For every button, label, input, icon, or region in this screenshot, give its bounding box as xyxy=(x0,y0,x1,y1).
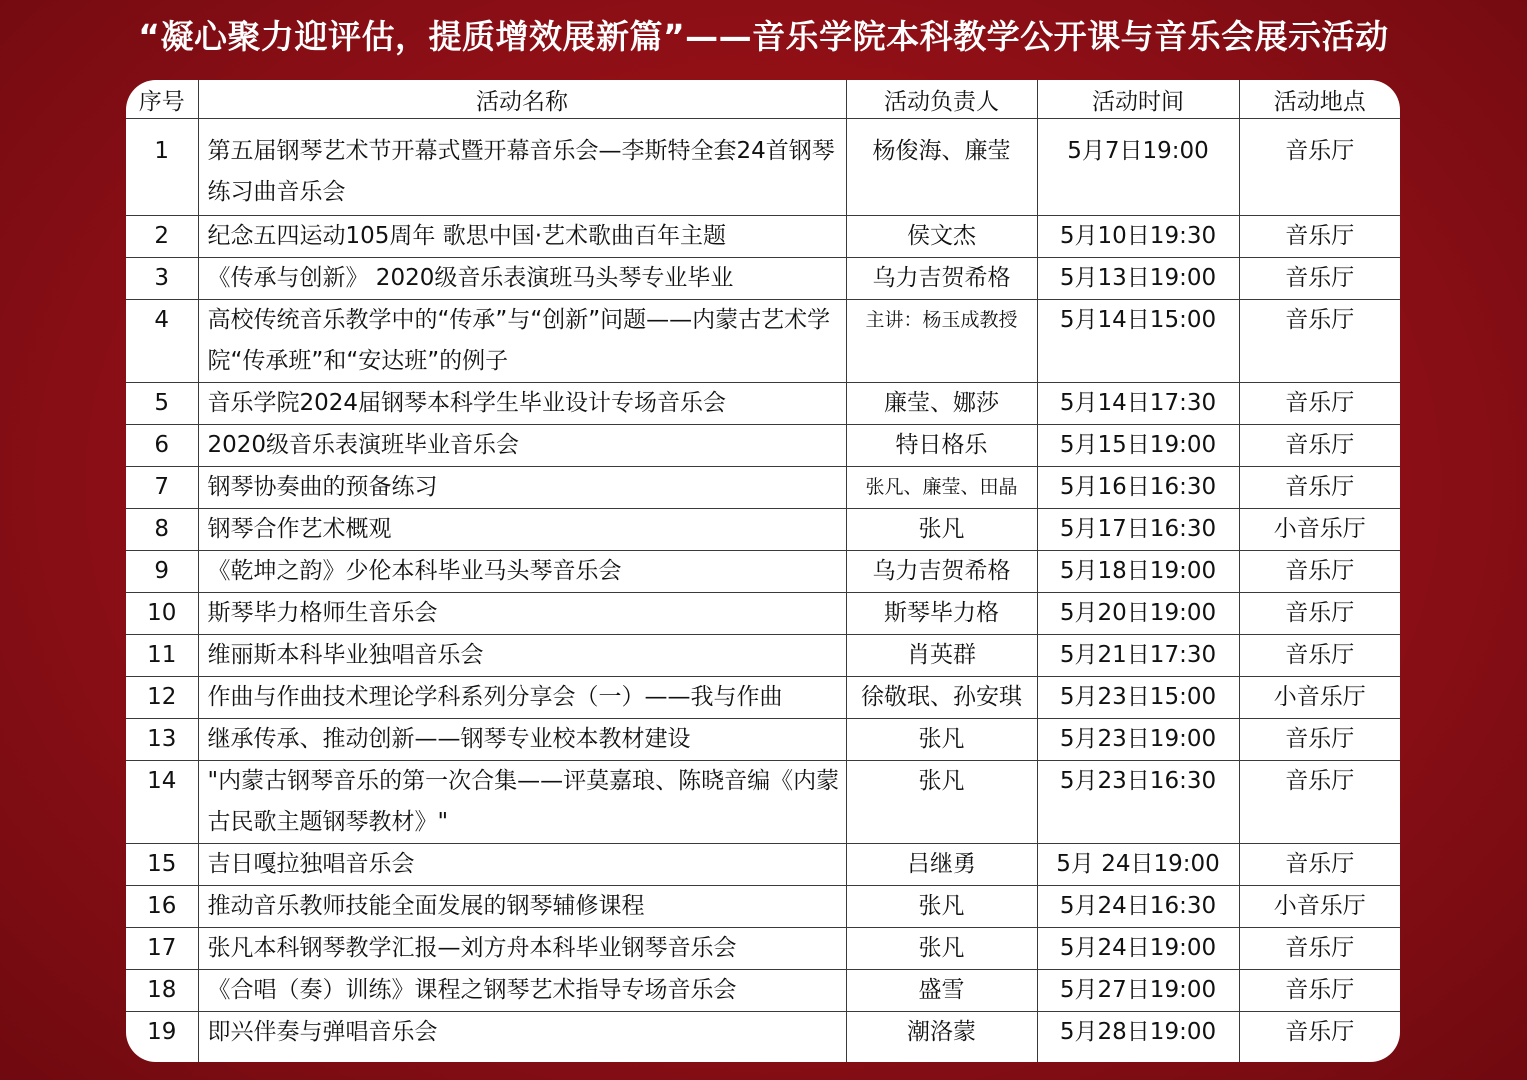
row-no: 9 xyxy=(126,551,198,593)
table-row xyxy=(126,928,1400,970)
row-lead: 潮洛蒙 xyxy=(846,1012,1037,1063)
table-row xyxy=(126,216,1400,258)
row-time: 5月13日19:00 xyxy=(1037,258,1239,300)
row-time: 5月15日19:00 xyxy=(1037,425,1239,467)
table-header-row xyxy=(126,80,1400,119)
row-name: 作曲与作曲技术理论学科系列分享会（一）——我与作曲 xyxy=(198,677,846,719)
row-time: 5月23日19:00 xyxy=(1037,719,1239,761)
row-name: 即兴伴奏与弹唱音乐会 xyxy=(198,1012,846,1063)
table-row xyxy=(126,719,1400,761)
row-name: 钢琴协奏曲的预备练习 xyxy=(198,467,846,509)
row-place: 音乐厅 xyxy=(1239,383,1400,425)
row-name: "内蒙古钢琴音乐的第一次合集——评莫嘉琅、陈晓音编《内蒙古民歌主题钢琴教材》" xyxy=(198,761,846,844)
row-time: 5月24日19:00 xyxy=(1037,928,1239,970)
row-no: 15 xyxy=(126,844,198,886)
table-row xyxy=(126,844,1400,886)
table-row xyxy=(126,509,1400,551)
table-row xyxy=(126,761,1400,844)
row-lead: 张凡 xyxy=(846,928,1037,970)
table-row xyxy=(126,425,1400,467)
row-place: 音乐厅 xyxy=(1239,635,1400,677)
table-row xyxy=(126,593,1400,635)
row-name: 《传承与创新》 2020级音乐表演班马头琴专业毕业 xyxy=(198,258,846,300)
page-title: “凝心聚力迎评估，提质增效展新篇”——音乐学院本科教学公开课与音乐会展示活动 xyxy=(138,17,1389,56)
row-time: 5月7日19:00 xyxy=(1037,119,1239,216)
table-row xyxy=(126,551,1400,593)
row-place: 音乐厅 xyxy=(1239,928,1400,970)
row-place: 音乐厅 xyxy=(1239,467,1400,509)
table-row xyxy=(126,677,1400,719)
row-time: 5月27日19:00 xyxy=(1037,970,1239,1012)
row-name: 2020级音乐表演班毕业音乐会 xyxy=(198,425,846,467)
row-place: 音乐厅 xyxy=(1239,300,1400,383)
row-place: 小音乐厅 xyxy=(1239,677,1400,719)
row-lead: 吕继勇 xyxy=(846,844,1037,886)
row-place: 音乐厅 xyxy=(1239,425,1400,467)
table-row xyxy=(126,383,1400,425)
row-no: 6 xyxy=(126,425,198,467)
row-no: 5 xyxy=(126,383,198,425)
row-no: 14 xyxy=(126,761,198,844)
row-name: 高校传统音乐教学中的“传承”与“创新”问题——内蒙古艺术学院“传承班”和“安达班”的例子 xyxy=(198,300,846,383)
row-place: 音乐厅 xyxy=(1239,119,1400,216)
row-no: 3 xyxy=(126,258,198,300)
row-lead: 杨俊海、廉莹 xyxy=(846,119,1037,216)
row-time: 5月23日16:30 xyxy=(1037,761,1239,844)
row-name: 钢琴合作艺术概观 xyxy=(198,509,846,551)
header-no: 序号 xyxy=(126,80,198,119)
row-time: 5月 24日19:00 xyxy=(1037,844,1239,886)
row-lead: 主讲：杨玉成教授 xyxy=(846,300,1037,383)
row-name: 《合唱（奏）训练》课程之钢琴艺术指导专场音乐会 xyxy=(198,970,846,1012)
row-name: 推动音乐教师技能全面发展的钢琴辅修课程 xyxy=(198,886,846,928)
row-lead: 肖英群 xyxy=(846,635,1037,677)
table-row xyxy=(126,258,1400,300)
row-time: 5月17日16:30 xyxy=(1037,509,1239,551)
row-lead: 徐敬珉、孙安琪 xyxy=(846,677,1037,719)
row-name: 纪念五四运动105周年 歌思中国·艺术歌曲百年主题 xyxy=(198,216,846,258)
row-place: 音乐厅 xyxy=(1239,761,1400,844)
row-lead: 斯琴毕力格 xyxy=(846,593,1037,635)
row-time: 5月16日16:30 xyxy=(1037,467,1239,509)
row-place: 小音乐厅 xyxy=(1239,886,1400,928)
table-row xyxy=(126,119,1400,216)
table-row xyxy=(126,467,1400,509)
row-place: 音乐厅 xyxy=(1239,216,1400,258)
row-no: 7 xyxy=(126,467,198,509)
row-no: 18 xyxy=(126,970,198,1012)
row-name: 第五届钢琴艺术节开幕式暨开幕音乐会—李斯特全套24首钢琴练习曲音乐会 xyxy=(198,119,846,216)
row-name: 张凡本科钢琴教学汇报—刘方舟本科毕业钢琴音乐会 xyxy=(198,928,846,970)
row-lead: 张凡 xyxy=(846,761,1037,844)
row-time: 5月14日17:30 xyxy=(1037,383,1239,425)
schedule-card xyxy=(126,80,1400,1062)
table-row xyxy=(126,300,1400,383)
row-place: 音乐厅 xyxy=(1239,593,1400,635)
activity-table xyxy=(126,80,1400,1062)
row-name: 吉日嘎拉独唱音乐会 xyxy=(198,844,846,886)
row-time: 5月18日19:00 xyxy=(1037,551,1239,593)
row-no: 13 xyxy=(126,719,198,761)
row-lead: 张凡 xyxy=(846,886,1037,928)
row-lead: 乌力吉贺希格 xyxy=(846,258,1037,300)
row-time: 5月10日19:30 xyxy=(1037,216,1239,258)
row-name: 斯琴毕力格师生音乐会 xyxy=(198,593,846,635)
row-place: 音乐厅 xyxy=(1239,551,1400,593)
row-name: 音乐学院2024届钢琴本科学生毕业设计专场音乐会 xyxy=(198,383,846,425)
row-lead: 张凡、廉莹、田晶 xyxy=(846,467,1037,509)
row-time: 5月23日15:00 xyxy=(1037,677,1239,719)
row-time: 5月28日19:00 xyxy=(1037,1012,1239,1063)
row-time: 5月21日17:30 xyxy=(1037,635,1239,677)
row-no: 1 xyxy=(126,119,198,216)
row-name: 继承传承、推动创新——钢琴专业校本教材建设 xyxy=(198,719,846,761)
row-no: 4 xyxy=(126,300,198,383)
row-lead: 特日格乐 xyxy=(846,425,1037,467)
header-lead: 活动负责人 xyxy=(846,80,1037,119)
row-no: 8 xyxy=(126,509,198,551)
table-row xyxy=(126,635,1400,677)
row-time: 5月20日19:00 xyxy=(1037,593,1239,635)
row-lead: 侯文杰 xyxy=(846,216,1037,258)
row-no: 12 xyxy=(126,677,198,719)
row-place: 音乐厅 xyxy=(1239,970,1400,1012)
row-place: 音乐厅 xyxy=(1239,258,1400,300)
header-place: 活动地点 xyxy=(1239,80,1400,119)
table-row xyxy=(126,970,1400,1012)
row-no: 17 xyxy=(126,928,198,970)
row-no: 16 xyxy=(126,886,198,928)
header-time: 活动时间 xyxy=(1037,80,1239,119)
row-time: 5月24日16:30 xyxy=(1037,886,1239,928)
row-lead: 张凡 xyxy=(846,509,1037,551)
row-lead: 张凡 xyxy=(846,719,1037,761)
row-place: 音乐厅 xyxy=(1239,1012,1400,1063)
row-place: 音乐厅 xyxy=(1239,844,1400,886)
table-row xyxy=(126,1012,1400,1063)
row-no: 2 xyxy=(126,216,198,258)
row-lead: 盛雪 xyxy=(846,970,1037,1012)
row-place: 音乐厅 xyxy=(1239,719,1400,761)
row-time: 5月14日15:00 xyxy=(1037,300,1239,383)
row-place: 小音乐厅 xyxy=(1239,509,1400,551)
row-name: 维丽斯本科毕业独唱音乐会 xyxy=(198,635,846,677)
header-name: 活动名称 xyxy=(198,80,846,119)
row-no: 19 xyxy=(147,1019,177,1045)
row-name: 《乾坤之韵》少伦本科毕业马头琴音乐会 xyxy=(198,551,846,593)
row-no: 11 xyxy=(126,635,198,677)
row-lead: 乌力吉贺希格 xyxy=(846,551,1037,593)
row-lead: 廉莹、娜莎 xyxy=(846,383,1037,425)
row-no: 10 xyxy=(126,593,198,635)
table-row xyxy=(126,886,1400,928)
